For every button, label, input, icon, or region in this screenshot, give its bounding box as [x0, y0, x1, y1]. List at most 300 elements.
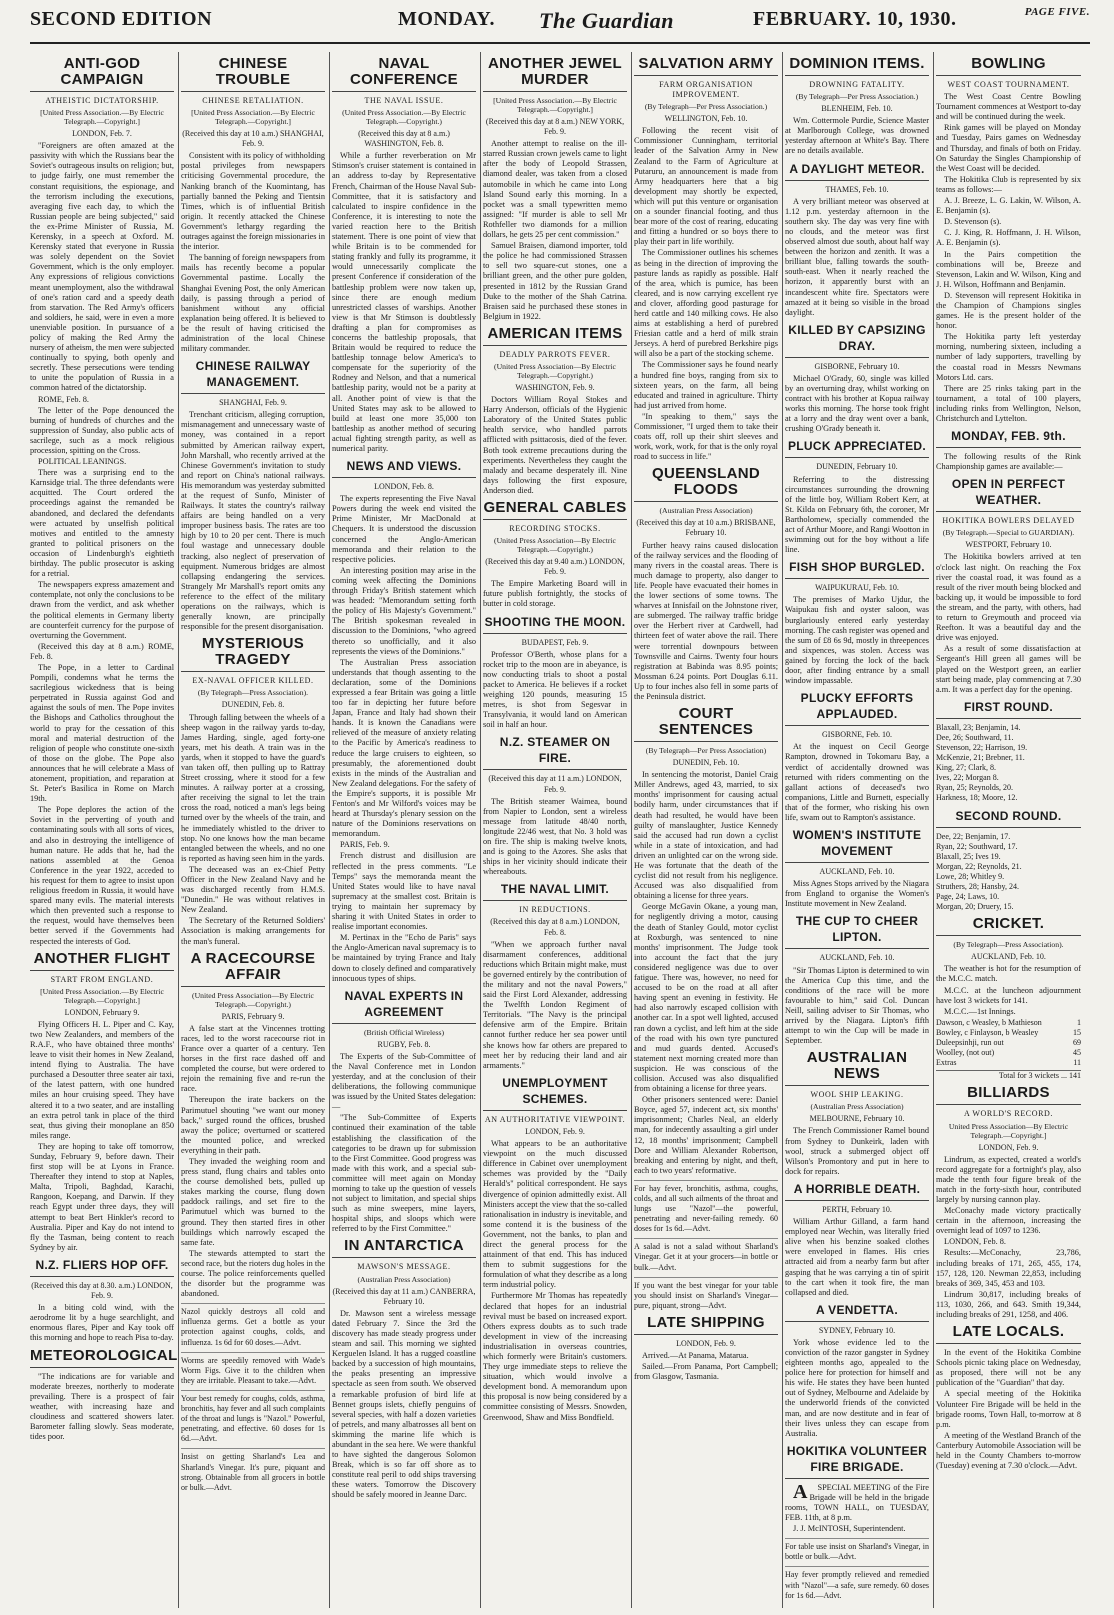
article-dateline: LONDON, Feb. 7.: [72, 129, 132, 139]
article-paragraph: M. Pertinax in the "Echo de Paris" says the Anglo-American naval supremacy is to be maintained by trying France and Italy down to closely defined and comparatively innocuous types of ships.: [332, 933, 476, 983]
article-headline: HOKITIKA VOLUNTEER FIRE BRIGADE.: [785, 1443, 929, 1479]
article: [483, 614, 627, 731]
advertisement: Your best remedy for coughs, colds, asthma, bronchitis, hay fever and all such complaints of the throat and lungs is "Nazol." Powerful, penetrating, and effective. 60 doses for 1s 6d.—Advt.: [181, 1390, 325, 1444]
article-headline: LATE LOCALS.: [936, 1324, 1081, 1344]
column-2: [179, 52, 330, 1608]
article-paragraph: Through falling between the wheels of a sheep wagon in the railway yards to-day, James Harding, single, aged forty-one years, met his death. A train was in the yards, when it stopped to have the guard's van taken off, then pulling up to Rattray Street crossing, where it stood for a few minutes. A railway porter at a crossing, after receiving the signal to let the train cross the road, noticed a man's legs being turned over by the wheels of the train, and he immediately whistled to the driver to stop. No one knows how the man became entangled between the wheels, and no one is reported as having seen him in the yards.: [181, 712, 325, 863]
article: [181, 358, 325, 632]
article: [785, 1050, 929, 1177]
article-subhead: AN AUTHORITATIVE VIEWPOINT.: [484, 1114, 626, 1124]
article-headline: ANTI-GOD CAMPAIGN: [30, 56, 174, 92]
column-3: [330, 52, 481, 1608]
article-headline: N.Z. STEAMER ON FIRE.: [483, 734, 627, 770]
article-paragraph: Other prisoners sentenced were: Daniel Boyce, aged 57, indecent act, six months' imprisonment; Charles Neal, an elderly man, for indecently assaulting a girl under 12, 18 months' imprisonment; Campbell Dore and William Alexander Robertson, breaking and entering by night, and theft, each to two years' reformative.: [634, 1095, 778, 1175]
article-headline: LATE SHIPPING: [634, 1315, 778, 1335]
article-paragraph: At the inquest on Cecil George Rampton, drowned in Tokomaru Bay, a verdict of accidentally drowned was returned with riders commenting on the gallant actions of deceased's two companions, Little and Burnett, especially that of the former, who risking his own life, swam out to Rampton's assistance.: [785, 742, 929, 822]
article: [936, 808, 1081, 913]
article-paragraph: There was a surprising end to the Karnsidge trial. The three defendants were acquitted. The Court ordered the proceedings against the remanded be abandoned, and declared the defendants were actuated by unselfish political motives and entitled to the amnesty granted to political prisoners on the occasion of Lindenburgh's eightieth birthday. The public prosecutor is asking for a retrial.: [30, 468, 174, 579]
score-row: [936, 1038, 1081, 1048]
column-1: [28, 52, 179, 1608]
article-subhead: THE NAVAL ISSUE.: [364, 96, 444, 105]
article-paragraph: While a further reverberation on Mr Stimson's cruiser statement is contained in an address to-day by Representative French, Chairman of the House Naval Sub-Committee, that it is satisfactory and calculated to inspire confidence in the Conference, it is interesting to note the varied reaction here to the British statement. There is one point of view that while Britain is to be commended for stating frankly and fully its programme, it would unnecessarily complicate the present Conference if consideration of the battleship problem were now taken up, since there are enough medium unrestricted classes of warships. Another view is that Mr Stimson is doubtlessly drafting a plan for compromises as concerns the battleship proposals, that Britain would be required to reduce the battleship tonnage below America's to compensate for the superiority of the Rodney and Nelson, and that a numerical battleship parity, would not be a parity at all. Another point of view is that the United States may ask to be allowed to build at least one more 35,000 ton battleship as another method of securing actual fighting strength parity, as well as numerical parity.: [332, 151, 477, 453]
article: [936, 476, 1081, 695]
article-paragraph: "The Sub-Committee of Experts continued their examination of the table establishing the classification of the categories to be drawn up for submission to the First Committee. Good progress was made with this work, and a special sub-committee will meet again on Monday morning to take up the question of vessels not subject to limitation, and special ships such as mine sweepers, mine layers, hospital ships, and sloops which were referred to by the First Committee.": [332, 1113, 476, 1234]
article-subhead: START FROM ENGLAND.: [50, 974, 154, 984]
article-headline: N.Z. FLIERS HOP OFF.: [30, 1257, 174, 1277]
article: [936, 56, 1081, 424]
article-credit: [United Press Association.—By Electric Telegraph.—Copyright.]: [40, 108, 164, 127]
article-dateline: LONDON, Feb. 9.: [978, 1142, 1039, 1152]
article-headline: KILLED BY CAPSIZING DRAY.: [785, 322, 929, 358]
article-headline: A HORRIBLE DEATH.: [785, 1181, 929, 1201]
article-credit: (By Telegraph—Press Association).: [953, 940, 1064, 950]
article-paragraph: POLITICAL LEANINGS.: [38, 457, 127, 467]
article-headline: OPEN IN PERFECT WEATHER.: [936, 476, 1081, 512]
article-headline: SECOND ROUND.: [936, 808, 1081, 828]
article-dateline: (Received this day at 10 a.m.) SHANGHAI, Feb. 9.: [182, 129, 324, 149]
date-label: 10, 1930.: [877, 8, 957, 30]
article-credit: (British Official Wireless): [363, 1027, 445, 1037]
score-row: [936, 1028, 1081, 1038]
article-credit: (By Telegraph—Per Press Association.): [644, 102, 768, 112]
article: [30, 1257, 174, 1344]
article: [785, 322, 929, 435]
article-paragraph: A meeting of the Westland Branch of the Canterbury Automobile Association will be held in the County Chambers to-morrow (Tuesday) evening at 7.30 o'clock.—Advt.: [936, 1430, 1081, 1471]
article-headline: CHINESE RAILWAY MANAGEMENT.: [181, 358, 325, 394]
batsman-runs: 11: [1073, 1058, 1081, 1068]
article-headline: FISH SHOP BURGLED.: [785, 559, 929, 579]
article-paragraph: The premises of Marko Ujdur, the Waipukau fish and oyster saloon, was burglariously entered early yesterday morning. The cash register was opened and the sum of £8 6s 9d, mostly in threepences and sixpences, was stolen. Access was gained by forcing the lock of the back door, after finding entrance by a small window impassable.: [785, 595, 929, 686]
result-line: Morgan, 22; Reynolds, 21.: [936, 861, 1022, 871]
result-line: Dee, 22; Benjamin, 17.: [936, 831, 1011, 841]
article-paragraph: J. J. McINTOSH, Superintendent.: [793, 1524, 906, 1534]
result-line: Page, 24; Laws, 10.: [936, 892, 1000, 902]
article-headline: BILLIARDS: [936, 1085, 1081, 1105]
article-dateline: GISBORNE, February 10.: [814, 361, 900, 371]
advertisement: A salad is not a salad without Sharland's Vinegar. Get it at your grocers—in bottle or bulk.—Advt.: [634, 1238, 778, 1272]
article-dateline: AUCKLAND, Feb. 10.: [819, 953, 895, 963]
results-list: [936, 832, 1081, 913]
article-credit: (By Telegraph.—Special to GUARDIAN).: [942, 528, 1075, 538]
page-number: PAGE FIVE.: [1024, 6, 1090, 18]
article-paragraph: The Hokitika bowlers arrived at ten o'clock last night. On reaching the Fox river the coastal road, it was found as a result of the river mouth being blocked and backing up, it would be impossible to ford the stream, and the party, with others, had to return to Greymouth and proceed via Reefton. It was a beautiful day and the drive was enjoyed.: [936, 552, 1081, 643]
article-paragraph: (Received this day at 8 a.m.) ROME, Feb. 8.: [30, 641, 174, 661]
article-paragraph: Wm. Cottermole Purdie, Science Master at Marlborough College, was drowned yesterday afternoon at White's Bay. There are no details available.: [785, 116, 929, 156]
result-line: Blaxall, 23; Benjamin, 14.: [936, 722, 1021, 732]
article-paragraph: Referring to the distressing circumstances surrounding the drowning of the little boy, William Robert Kerr, at St. Kilda on February 6th, the coroner, Mr Bartholomew, specially commended the act of Arthur Moore, and Rangi Wootton in swimming out for the boy without a life line.: [785, 474, 929, 555]
article-credit: (By Telegraph—Press Association).: [197, 688, 309, 698]
batsman-runs: 45: [1073, 1048, 1081, 1058]
article-paragraph: Another attempt to realise on the ill-starred Russian crown jewels came to light after the body of Leopold Strassen, diamond dealer, was taken from a closed automobile in which he came into Long Island Sound early this morning. In a pocket was a small typewritten memo assigned: "If murder is able to sell Mr Rothfeller two diamonds for a million dollars, he gets 25 per cent commission.": [483, 139, 627, 240]
advertisement: For table use insist on Sharland's Vinegar, in bottle or bulk.—Advt.: [785, 1538, 929, 1562]
article-dateline: (Received this day at 11 a.m.) CANBERRA, February 10.: [332, 1286, 476, 1306]
article-paragraph: York whose evidence led to the conviction of the razor gangster in Sydney eighteen months ago, appealed to the police here for protection for himself and his wife. He states they have been hunted out of Sydney, Melbourne and Adelaide by the underworld friends of the convicted man, and are now destitute and in fear of their lives unless they can escape from Australia.: [785, 1337, 929, 1438]
batsman-runs: 69: [1073, 1038, 1081, 1048]
article-headline: PLUCKY EFFORTS APPLAUDED.: [785, 690, 929, 726]
article-paragraph: Thereupon the irate backers on the Parimutuel shouting "we want our money back," surged round the offices, brushed away the police; overturned or scattered the mounted police, and wrecked everything in their path.: [181, 1095, 325, 1155]
article: [936, 428, 1081, 472]
article-paragraph: C. J. King, R. Hoffmann, J. H. Wilson, A. E. Benjamin (s).: [936, 228, 1081, 248]
article-dateline: BLENHEIM, Feb. 10.: [821, 104, 893, 114]
article: [936, 916, 1081, 1081]
article-headline: NEWS AND VIEWS.: [332, 458, 476, 478]
day-label: MONDAY.: [398, 8, 496, 30]
article-paragraph: Following the recent visit of Commissioner Cunningham, territorial leader of the Salvation Army in New Zealand to the Farm of Agriculture at Putaruru, an announcement is made from Army headquarters here that a big development may shortly be expected, which will put this venture or organisation on a sounder financial footing, and thus bear more of the cost of rearing, educating and fitting a hundred or so boys there to play their part in life worthily.: [634, 126, 778, 247]
article-subhead: EX-NAVAL OFFICER KILLED.: [192, 676, 314, 686]
article-paragraph: A very brilliant meteor was observed at 1.12 p.m. yesterday afternoon in the southern sky. The day was very fine with no clouds, and the meteor was first observed almost due south, about half way between the horizon and zenith. It was a brilliant blue, falling towards the south-south-east. When it nearly reached the horizon, it apparently burst with an incandescent white fire. Spectators were amazed at it being so visible in the broad daylight.: [785, 196, 929, 317]
article-dateline: BUDAPEST, Feb. 9.: [521, 637, 589, 647]
article-paragraph: Samuel Braisen, diamond importer, told the police he had commissioned Strassen to sell two square-cut stones, one a brilliant green, and the other pure golden, presented in 1812 by the Russian Grand Duke to the mother of the Shah Catrina. Braisen said he purchased these stones in Belgium in 1922.: [483, 241, 627, 321]
result-line: Dee, 26; Southward, 11.: [936, 732, 1014, 742]
article: [785, 827, 929, 909]
article-paragraph: There are 25 rinks taking part in the tournament, a total of 100 players, including rinks from Wellington, Nelson, Christchurch and Lyttelton.: [936, 383, 1081, 423]
result-line: Lowe, 28; Whitley 9.: [936, 871, 1005, 881]
column-5: [632, 52, 783, 1608]
article: [785, 690, 929, 823]
article: [30, 951, 174, 1253]
article-headline: CHINESE TROUBLE: [181, 56, 325, 92]
batsman-runs: 15: [1073, 1027, 1081, 1037]
masthead: [30, 6, 1090, 44]
article-paragraph: The West Coast Centre Bowling Tournament commences at Westport to-day and will be continued during the week.: [936, 92, 1081, 122]
score-row: [936, 1058, 1081, 1068]
result-line: Struthers, 28; Hansby, 24.: [936, 882, 1020, 891]
article-headline: BOWLING: [936, 56, 1081, 76]
score-total: Total for 3 wickets ... 141: [936, 1070, 1081, 1081]
article-credit: (Australian Press Association): [659, 506, 753, 516]
article-subhead: FARM ORGANISATION IMPROVEMENT.: [659, 80, 753, 100]
article-paragraph: The Hokitika Club is represented by six teams as follows:—: [936, 174, 1081, 194]
result-line: Ryan, 22; Southward, 17.: [936, 841, 1018, 851]
article-subhead: RECORDING STOCKS.: [509, 524, 601, 533]
columns-container: [28, 52, 1092, 1610]
article: [785, 1181, 929, 1298]
article-paragraph: The Pope deplores the action of the Soviet in the perverting of youth and contaminating souls with all sorts of vices, and also in destroying the intelligence of human nature. He adds that he, had the nations assembled at the Genoa Conference in the year 1922, acceded to his request for them to agree to insist upon religious freedom in Russia, it would have spared many evils. The material interests which then prevented such a response to the request, would have themselves been better served if the Governments had respected the interests of God.: [30, 805, 174, 946]
article-headline: DOMINION ITEMS.: [785, 56, 929, 76]
article-paragraph: Trenchant criticism, alleging corruption, mismanagement and unnecessary waste of money, was contained in a report submitted by American railway expert, John Marshall, who recently arrived at the Chinese Government's invitation to study and report on China's national railways. His memorandum was yesterday submitted at the request of Sunfo, Minister of Railways. It states the country's railway affairs are being handled on a very improper business basis. The rates are too high by 10 to 20 per cent. There is much foul wastage and unnecessary double tracking, also neglect of preservation of equipment. Numerous bridges are almost collapsing endangering the services. Strangely Mr Marshall's report omits any reference to the effect of the military operations on the railways, which is generally known, are principally responsible for the present disorganisation.: [181, 410, 325, 632]
article-paragraph: "The indications are for variable and moderate breezes, northerly to moderate prevailing. There is a prospect of fair weather, with increasing haze and cloudiness and scattered showers later. Barometer falling slowly. Seas moderate, tides poor.: [30, 1371, 174, 1442]
article-subhead: CHINESE RETALIATION.: [202, 96, 304, 105]
advertisement: Nazol quickly destroys all cold and influenza germs. Get a bottle as your protection against coughs, colds, and influenza. 1s 6d for 60 doses.—Advt.: [181, 1303, 325, 1347]
article-paragraph: ROME, Feb. 8.: [38, 394, 89, 404]
result-line: Harkness, 18; Moore, 12.: [936, 793, 1018, 803]
article-credit: (By Telegraph—Per Press Association.): [795, 92, 919, 102]
article-headline: MYSTERIOUS TRAGEDY: [181, 636, 325, 672]
article-paragraph: An interesting position may arise in the coming week affecting the Dominions through Friday's British statement which was headed: "Memorandum setting forth the policy of His Majesty's Government." The British spokesman revealed in discussion to the Dominions, "who agreed thereto so unofficially, and it also represents the views of the Dominions.": [332, 565, 476, 656]
article: [483, 734, 627, 877]
article-paragraph: They are hoping to take off tomorrow, Sunday, February 9, before dawn. Their first stop will be at Lyons in France. Thereafter they intend to stop at Naples, Malta, Tripoli, Baghdad, Karachi, Rangoon, Koepang, and Darwin. If they reach Egypt under three days, they will attempt to beat Bert Hinkler's record to Australia. Piper and Kay do not intend to fly the Tasman, being content to reach Sydney by air.: [30, 1141, 174, 1252]
article-paragraph: Arrived.—At Panama, Matarua.: [642, 1351, 749, 1361]
advertisement: Worms are speedily removed with Wade's Worm Figs. Give it to the children when they are irritable. Pleasant to take.—Advt.: [181, 1352, 325, 1386]
article-paragraph: In the Pairs competition the combinations will be, Breeze and Stevenson, Lakin and W. Wilson, King and J. H. Wilson, Hoffmann and Benjamin.: [936, 249, 1081, 289]
article-paragraph: PARIS, Feb. 9.: [340, 840, 390, 850]
article-paragraph: Doctors William Royal Stokes and Harry Anderson, officials of the Hygienic Laboratory of the United States public health service, who handled parrots afflicted with psittacosis, died of the fever. Both took extreme precautions during the experiments. Nevertheless they caught the malady and became desperately ill. Nine days following the first exposure, Anderson died.: [483, 395, 627, 495]
article-paragraph: LONDON, Feb. 8.: [944, 1237, 1006, 1247]
article: [936, 699, 1081, 804]
batsman-name: Dawson, c Weasley, b Mathieson: [936, 1017, 1042, 1027]
article-paragraph: The weather is hot for the resumption of the M.C.C. match.: [936, 964, 1081, 984]
article-credit: [United Press Association.—By Electric Telegraph.—Copyright.]: [191, 108, 315, 127]
article: [785, 1302, 929, 1439]
drop-cap: A: [793, 1480, 808, 1503]
batsman-name: Duleepsinhji, run out: [936, 1038, 1004, 1048]
article-dateline: (Received this day at 9.40 a.m.) LONDON, Feb. 9.: [485, 557, 625, 577]
article-dateline: DUNEDIN, Feb. 8.: [221, 700, 285, 710]
article-dateline: DUNEDIN, Feb. 10.: [672, 758, 740, 768]
article: [30, 1346, 178, 1443]
article-subhead: MAWSON'S MESSAGE.: [357, 1262, 451, 1272]
article-paragraph: "Sir Thomas Lipton is determined to win the America Cup this time, and the conditions of the race will be more favourable to him," said Col. Duncan Neill, sailing adviser to Sir Thomas, who arrived by the Niagara. Lipton's fifth attempt to win the Cup will be made in September.: [785, 965, 929, 1046]
article-paragraph: The following results of the Rink Championship games are available:—: [936, 452, 1081, 472]
article: [332, 1238, 476, 1500]
article-paragraph: A. J. Breeze, L. G. Lakin, W. Wilson, A. E. Benjamin (s).: [936, 196, 1081, 216]
article-dateline: THAMES, Feb. 10.: [825, 184, 889, 194]
article-dateline: AUCKLAND, Feb. 10.: [971, 952, 1046, 962]
article-credit: [United Press Association.—By Electric Telegraph.—Copyright.]: [40, 986, 164, 1005]
article-paragraph: Sailed.—From Panama, Port Campbell; from Glasgow, Tasmania.: [634, 1362, 778, 1382]
column-7: [934, 52, 1085, 1608]
article-dateline: (Received this day at 8 a.m.) WASHINGTON, Feb. 8.: [358, 129, 450, 149]
article-paragraph: M.C.C. at the luncheon adjournment have lost 3 wickets for 141.: [936, 985, 1081, 1005]
article-dateline: WASHINGTON, Feb. 9.: [515, 382, 595, 392]
article-credit: (United Press Association.—By Electric Telegraph.—Copyright.): [342, 108, 466, 127]
results-list: [936, 723, 1081, 804]
article: [30, 56, 174, 947]
article-headline: CRICKET.: [936, 916, 1081, 936]
article-dateline: AUCKLAND, Feb. 10.: [819, 867, 895, 877]
article-paragraph: Consistent with its policy of withholding postal privileges from newspapers criticising Governmental procedure, the Nanking branch of the Kuomintang, has partially banned the Peking and Tientsin Times, which is of influential British origin. It recently attacked the Chinese Government's lethargy regarding the outrages against the foreign missionaries in the interior.: [181, 151, 326, 252]
article-headline: ANOTHER JEWEL MURDER: [483, 56, 627, 92]
article: [483, 500, 627, 610]
article-paragraph: The experts representing the Five Naval Powers during the week end visited the Prime Minister, Mr MacDonald at Chequers. It is understood the discussion concerned the Anglo-American memoranda and their relation to the respective policies.: [332, 494, 476, 564]
article-paragraph: In the event of the Hokitika Combine Schools picnic taking place on Wednesday, as proposed, there will not be any publication of the "Guardian" that day.: [936, 1348, 1081, 1388]
article-dateline: (Received this day at 8 a.m.) LONDON, Feb. 8.: [490, 917, 620, 937]
article-subhead: DEADLY PARROTS FEVER.: [499, 349, 611, 359]
article-paragraph: Lindrum 30,817, including breaks of 113, 1030, 266, and 643. Smith 19,344, including breaks of 291, 1258, and 406.: [936, 1289, 1081, 1319]
article-paragraph: Lindrum, as expected, created a world's record aggregate for a fortnight's play, also made the tenth four figure break of the match in the forty-sixth hour, contributed largely by nursing cannon play.: [936, 1154, 1081, 1204]
article-subhead: WOOL SHIP LEAKING.: [810, 1090, 904, 1100]
article-subhead: ATHEISTIC DICTATORSHIP.: [45, 96, 159, 105]
newspaper-title: The Guardian: [539, 8, 674, 33]
article: [332, 988, 476, 1235]
article-headline: SALVATION ARMY: [634, 56, 778, 76]
article: [483, 326, 627, 496]
article-paragraph: Professor O'Berth, whose plans for a rocket trip to the moon are in abeyance, is now conducting trials to shoot a postal packet to America. He believes if a rocket weighing 120 pounds, measuring 15 metres, is shot from Segesvar in Transylvania, it would land on American soil in half an hour.: [483, 649, 627, 730]
article-dateline: (Received this day at 10 a.m.) BRISBANE, February 10.: [636, 518, 776, 538]
article-dateline: WESTPORT, February 10.: [965, 540, 1052, 550]
article-paragraph: Flying Officers H. L. Piper and C. Kay, two New Zealanders, and members of the R.A.F., who have obtained three months' leave to visit their homes in New Zealand, intend flying to Australia. The have purchased a Desoutter three seater air taxi, of the latest pattern, with one hundred miles an hour cruising speed. They have altered it to a two seater, and are installing an extra petrol tank in place of the third seat, thus giving their monoplane an 850 miles range.: [30, 1019, 174, 1140]
article-dateline: PERTH, February 10.: [822, 1204, 892, 1214]
article-subhead: A WORLD'S RECORD.: [963, 1109, 1054, 1119]
article-paragraph: The Empire Marketing Board will in future publish fortnightly, the stocks of butter in cold storage.: [483, 579, 627, 609]
article-paragraph: The letter of the Pope denounced the burning of hundreds of churches and the suppression of Sunday, also public acts of sacrilege, such as a mock religious procession, spitting on the Cross.: [30, 405, 174, 455]
article-headline: MONDAY, FEB. 9th.: [936, 428, 1081, 448]
article-dateline: PARIS, February 9.: [221, 1011, 285, 1021]
score-row: [936, 1018, 1081, 1028]
article-paragraph: In a biting cold wind, with the aerodrome lit by a huge searchlight, and enormous flares, Piper and Kay took off this morning and hope to reach Pisa to-day.: [30, 1303, 174, 1343]
result-line: Ives, 22; Morgan 8.: [936, 773, 999, 783]
article-headline: COURT SENTENCES: [634, 706, 778, 742]
article-headline: NAVAL EXPERTS IN AGREEMENT: [332, 988, 476, 1024]
article-paragraph: The French Commissioner Ramel bound from Sydney to Dunkeirk, laden with wool, struck a submerged object off Wilson's Promontory and put in here to dock for repairs.: [785, 1126, 929, 1176]
column-4: [481, 52, 632, 1608]
article-dateline: (Received this day at 11 a.m.) LONDON, Feb. 9.: [488, 774, 622, 794]
article-dateline: RUGBY, Feb. 8.: [377, 1039, 431, 1049]
article-credit: [United Press Association.—By Electric Telegraph.—Copyright.]: [493, 96, 617, 114]
advertisement: Insist on getting Sharland's Lea and Sharland's Vinegar. It's pure, piquant and strong. Obtainable from all grocers in bottle or bulk.—Advt.: [181, 1448, 325, 1492]
article-credit: (United Press Association—By Electric Telegraph.—Copyright.): [494, 536, 616, 555]
article: [785, 913, 929, 1046]
article-paragraph: The banning of foreign newspapers from mails has recently become a popular Governmental pastime. Locally the Shanghai Evening Post, the only American daily, is passing through a period of banishment without any official explanation being offered. It is believed to be the result of having criticised the administration of the local Chinese military commander.: [181, 253, 325, 354]
article-headline: GENERAL CABLES: [483, 500, 627, 520]
article-paragraph: A false start at the Vincennes trotting races, led to the worst racecourse riot in France over a quarter of a century. Ten horses in the first race dashed off and completed the course, but were ordered to rejoin the remaining five and re-run the race.: [181, 1023, 325, 1094]
article-paragraph: M.C.C.—1st Innings.: [944, 1006, 1016, 1016]
article: [785, 438, 929, 555]
article: [483, 56, 627, 322]
article-credit: (United Press Association—By Electric Telegraph.—Copyright.): [494, 361, 616, 380]
article-paragraph: George McGavin Okane, a young man, for negligently driving a motor, causing the death of Stanley Gould, motor cyclist at Roxburgh, was sentenced to nine months' imprisonment. The Judge took into account the fact that the jury considered negligence was due to over fatigue. There was, however, no need for accused to be on the road at all after having spent an evening in festivity. He had also narrowly escaped collision with another car. In a spot well lighted, accused ran down a cyclist, and left him at the side of the road with his own tyre punctured and mud guards dented. Accused's statement next morning created more than suspicion. He was conscious of the collision. Accused was also disqualified from obtaining a license for three years.: [634, 902, 778, 1094]
advertisement: If you want the best vinegar for your table you should insist on Sharland's Vinegar—pure, piquant, strong—Advt.: [634, 1277, 778, 1311]
batsman-runs: 1: [1077, 1017, 1081, 1027]
batsman-name: Woolley, (not out): [936, 1048, 995, 1058]
article-paragraph: The newspapers express amazement and contemplate, not only the conclusions to be drawn from the verdict, and ask whether the political elements in Germany liberty are counterfeit currency for the purpose of overturning the Government.: [30, 580, 175, 640]
article-dateline: WELLINGTON, Feb. 10.: [664, 114, 748, 124]
result-line: McKenzie, 21; Brebner, 11.: [936, 753, 1025, 763]
article: [634, 466, 778, 702]
article-dateline: LONDON, Feb. 9.: [525, 1126, 585, 1136]
article: [785, 56, 929, 157]
article-credit: (Australian Press Association): [357, 1274, 451, 1284]
article-dateline: LONDON, Feb. 8.: [374, 482, 434, 492]
result-line: Ryan, 25; Reynolds, 20.: [936, 783, 1014, 793]
article-headline: A RACECOURSE AFFAIR: [181, 951, 325, 987]
article-paragraph: D. Stevenson will represent Hokitika in the Champion of Champions singles games. He is the present holder of the honor.: [936, 290, 1081, 331]
article-credit: (By Telegraph—Per Press Association): [645, 746, 767, 756]
article-subhead: DROWNING FATALITY.: [809, 80, 905, 89]
article: [936, 1085, 1081, 1320]
article-dateline: (Received this day at 8 a.m.) NEW YORK, Feb. 9.: [485, 117, 625, 137]
article-paragraph: A SPECIAL MEETING of the Fire Brigade will be held in the brigade rooms, TOWN HALL, on TUESDAY, FEB. 11th, at 8 p.m.: [785, 1480, 929, 1523]
batsman-name: Extras: [936, 1058, 957, 1068]
article-headline: METEOROLOGICAL: [30, 1348, 174, 1368]
article: [332, 458, 476, 984]
article-paragraph: The stewards attempted to start the second race, but the rioters dug holes in the course. The police reinforcements quelled the disorder but the programme was abandoned.: [181, 1248, 326, 1299]
month-label: FEBRUARY.: [753, 8, 872, 30]
article-dateline: MELBOURNE, February 10.: [809, 1114, 905, 1124]
article-paragraph: The Pope, in a letter to Cardinal Pompili, condemns what he terms the sacrilegious wickedness that is being perpetrated in Russia against God and against the souls of men. The Pope invites the Bishops and Catholics throughout the world to pray for the cessation of this moral and material destruction of the religion of people who constitute one-sixth of those on the globe. The Pope also announces that he will celebrate a Mass of atonement, propitiation, and reparation at St. Peter's Basilica in Rome on March 19th.: [30, 662, 174, 804]
article-headline: FIRST ROUND.: [936, 699, 1081, 719]
article-dateline: WAIPUKURAU, Feb. 10.: [815, 583, 899, 593]
article-paragraph: The Experts of the Sub-Committee of the Naval Conference met in London yesterday, and at the conclusion of their deliberations, the following communique was issued by the United States delegation:—: [332, 1051, 476, 1112]
article-paragraph: D. Stevenson (s).: [944, 217, 1002, 227]
article-headline: A DAYLIGHT METEOR.: [785, 161, 929, 181]
result-line: Morgan, 20; Druery, 15.: [936, 902, 1014, 912]
article-credit: United Press Association—By Electric Telegraph.—Copyright.]: [948, 1121, 1069, 1140]
batsman-name: Bowley, c Finlayson, b Weasley: [936, 1027, 1039, 1037]
edition-label: SECOND EDITION: [30, 8, 213, 30]
article: [181, 636, 325, 946]
article-paragraph: A special meeting of the Hokitika Volunteer Fire Brigade will be held in the brigade rooms, Town Hall, to-morrow at 8 p.m.: [936, 1389, 1081, 1429]
article-paragraph: "When we approach further naval disarmament conferences, additional reductions which Britain might make, must be governed entirely by the contribution of the military and not the naval Powers," said the First Lord Alexander, addressing the Twelfth London Regiment of Territorials. "The Navy is the principal defensive arm of the Empire. Britain cannot further reduce her sea power until she knows how far others are prepared to meet her by reducing their land and air armaments.": [483, 939, 627, 1070]
article-paragraph: "In speaking to them," says the Commissioner, "I urged them to take their coats off, roll up their shirt sleeves and work, work, work, for that is the only royal road to success in life.": [634, 411, 778, 462]
article: [785, 559, 929, 686]
article-dateline: DUNEDIN, February 10.: [816, 462, 898, 472]
article: [634, 56, 778, 462]
article-paragraph: Rink games will be played on Monday and Tuesday, Pairs games on Wednesday and Thursday, and finals of both on Friday. On Saturday the Singles Championship of the West Coast will be decided.: [936, 123, 1081, 173]
article-subhead: WEST COAST TOURNAMENT.: [947, 80, 1070, 89]
article-headline: ANOTHER FLIGHT: [30, 951, 174, 971]
article-dateline: SHANGHAI, Feb. 9.: [219, 398, 287, 408]
article-headline: UNEMPLOYMENT SCHEMES.: [483, 1075, 627, 1111]
article: [332, 56, 476, 454]
article-paragraph: The deceased was an ex-Chief Petty Officer in the New Zealand Navy and he was discharged recently from H.M.S. "Dunedin." He was without relatives in New Zealand.: [181, 864, 325, 915]
article: [785, 161, 929, 318]
article-paragraph: The British steamer Waimea, bound from Napier to London, sent a wireless message from latitude 48/40 north, longitude 22/46 west, that No. 3 hold was on fire. The ship is making twelve knots, and is going to the Azores. She asks that ships in her vicinity should indicate their whereabouts.: [483, 796, 627, 877]
article-headline: A VENDETTA.: [785, 1302, 929, 1322]
article-paragraph: Dr. Mawson sent a wireless message dated February 7. Since the 3rd the discovery has made steady progress under steam and sail. This morning we sighted Kerguelen Island. It has a rugged coastline backed by a succession of high mountains, the peaks presenting an impressive spectacle as seen from south. We observed a remarkable profusion of bird life at Bennet groups islets, chiefly penguins of several species, with half a dozen varieties of petrels, and many albatrosses all bent on skimming the marine life which is abundant in the sea here. We were thankful to have sighted the dangerous Solomon Break, which is so far off shore as to constitute real peril to odd ships traversing these waters. Tomorrow the Discovery should be safely moored in Jeanne Darc.: [332, 1308, 476, 1500]
article-headline: IN ANTARCTICA: [332, 1238, 476, 1258]
article-dateline: GISBORNE, Feb. 10.: [821, 730, 892, 740]
article-paragraph: McConachy made victory practically certain in the afternoon, increasing the overnight lead of 1097 to 1236.: [936, 1206, 1081, 1236]
result-line: Blaxall, 25; Ives 19.: [936, 851, 1001, 861]
article-dateline: LONDON, February 9.: [64, 1007, 140, 1017]
article-paragraph: The Commissioner outlines his schemes as being in the direction of improving the pasture lands as rapidly as possible. Half of the area, which is pumice, has been cleared, and is now carrying excellent rye and clover, affording good pasturage for herd cattle and 140 milking cows. He also aims at establishing a herd of purebred Friesian cattle and a herd of milk strain Jerseys. A herd of purebred Berkshire pigs will also be a part of the stocking scheme.: [634, 248, 778, 359]
article-headline: QUEENSLAND FLOODS: [634, 466, 778, 502]
article-dateline: SYDNEY, February 10.: [818, 1325, 896, 1335]
article-paragraph: Further heavy rains caused dislocation of the railway services and the flooding of many rivers in the coastal areas. There is much damage to property, also danger to life. People have evacuated their homes in the lower sections of some towns. The wharves at Innisfail on the Johnstone river, are submerged. The railway traffic bridge over the Herbert river at Cardwell, had thirteen feet of water above the rail. There were torrential downpours between Townsville and Cairns. Twenty four hours registration at Babinda was 8.95 points; Mossman 6.24 points. Port Douglas 6.11. Up to four inches also fell in some parts of the Peninsula district.: [634, 540, 778, 701]
column-6: [783, 52, 934, 1608]
article-paragraph: Michael O'Grady, 60, single was killed by an overturning dray, whilst working on contract with his brother at Kopua railway works this morning. The horse took fright at a lorry and the dray went over a bank, crushing O'Grady beneath it.: [785, 373, 929, 434]
article: [483, 1075, 627, 1423]
article-dateline: (Received this day at 8.30. a.m.) LONDON, Feb. 9.: [31, 1280, 173, 1301]
article-headline: THE NAVAL LIMIT.: [483, 881, 627, 901]
article-headline: THE CUP TO CHEER LIPTON.: [785, 913, 929, 949]
article: [181, 56, 325, 354]
score-row: [936, 1048, 1081, 1058]
article-subhead: HOKITIKA BOWLERS DELAYED: [942, 516, 1075, 526]
article-headline: WOMEN'S INSTITUTE MOVEMENT: [785, 827, 929, 863]
article-subhead: IN REDUCTIONS.: [519, 905, 591, 915]
article: [483, 881, 627, 1071]
article-paragraph: The Secretary of the Returned Soldiers' Association is making arrangements for the man's funeral.: [181, 916, 325, 946]
article-paragraph: Miss Agnes Stops arrived by the Niagara from England to organise the Women's Institute movement in New Zealand.: [785, 879, 929, 909]
article-paragraph: What appears to be an authoritative viewpoint on the much discussed difference in Cabinet over unemployment schemes was provided by the "Daily Herald's" political correspondent. He says divergence of opinion admittedly exist. All Ministers accept the view that the so-called rationalisation in industry is inevitable, and some contend it is the business of the Government, not the banks, to plan and direct the general process for the attainment of that end. This has induced them to submit suggestions for the formulation of what they describe as a long term industrial policy.: [483, 1139, 628, 1290]
article-paragraph: The Commissioner says he found nearly a hundred fine boys, ranging from six to sixteen years, on the farm, all being educated and trained in agriculture. Thirty had just arrived from home.: [634, 360, 778, 410]
article-paragraph: They invaded the weighing room and press stand, flung chairs and tables onto the course demolished bets, pulled up stakes marking the course, flung down paddock railings, and set fire to the Parimutuel which was burned to the ground. They then started fires in other buildings which narrowly escaped the same fate.: [181, 1156, 325, 1247]
article-headline: SHOOTING THE MOON.: [483, 614, 627, 634]
result-line: Stevenson, 22; Harrison, 19.: [936, 742, 1028, 752]
article: [181, 951, 325, 1493]
article-paragraph: William Arthur Gilland, a farm hand employed near Wechin, was literally fried alive when his benzine soaked clothes were enveloped in flames. His cries attracted aid from a nearby farm but after gasping that he was carrying a tin of spirit to the cart when it took fire, the man collapsed and died.: [785, 1217, 929, 1297]
article: [634, 1315, 778, 1382]
article-headline: AMERICAN ITEMS: [483, 326, 627, 346]
advertisement: Hay fever promptly relieved and remedied with "Nazol"—a safe, sure remedy. 60 doses for 1s 6d.—Advt.: [785, 1566, 929, 1600]
article-paragraph: Furthermore Mr Thomas has repeatedly declared that hopes for an industrial revival must be based on increased export. Others express doubts as to such trade development in view of the increasing industrialisation in overseas countries, which formerly were Britain's customers. They urge immediate steps to relieve the situation, which would involve a development bond. A memorandum upon this proposal is now being considered by a committee consisting of Messrs. Snowden, Greenwood, Shaw and Miss Bondfield.: [483, 1291, 627, 1422]
article-paragraph: "Foreigners are often amazed at the passivity with which the Russians bear the Soviet's outrageous insults on religion; but, to judge fairly, one must remember the constant requisitions, the espionage, and the terrorism including the executions, averaging five each day, to which the Russian people are being subjected," said the ex-Prime Minister of Russia, M. Kerensky, in a speech at Oxford. M. Kerensky stated that everyone in Russia was solely dependent on the Soviet Government, which is the only employer. Any expressions of religious convictions meant unemployment, also the withdrawal of one's ration card and a speedy death from starvation. The Red Army's officers and soldiers, he said, were in even a more unenviable position. In pursuance of a policy of making the Red Army the nursery of atheism, the men were subjected continually to spying, both openly and secretly. These persecutions were tending to unite the population of Russia in a common hatred of the dictatorship.: [30, 141, 174, 393]
article-paragraph: As a result of some dissatisfaction at Sergeant's Hill green all games will be played on the Westport green, an earlier start being made, play commencing at 7.30 a.m. It was a perfect day for the opening.: [936, 644, 1081, 694]
article: [936, 1324, 1081, 1471]
article: [634, 706, 778, 1311]
article-headline: PLUCK APPRECIATED.: [785, 438, 929, 458]
result-line: King, 27; Clark, 8.: [936, 763, 996, 773]
article: [785, 1443, 929, 1601]
article-credit: (Australian Press Association): [810, 1102, 904, 1112]
advertisement: For hay fever, bronchitis, asthma, coughs, colds, and all such ailments of the throat and lungs use "Nazol"—the powerful, penetrating and never-failing remedy. 60 doses for 1s 6d.—Advt.: [634, 1180, 778, 1234]
article-headline: AUSTRALIAN NEWS: [785, 1050, 929, 1086]
article-headline: NAVAL CONFERENCE: [332, 56, 476, 92]
article-dateline: LONDON, Feb. 9.: [676, 1338, 736, 1348]
article-paragraph: In sentencing the motorist, Daniel Craig Miller Andrews, aged 43, married, to six months' imprisonment for causing actual bodily harm, under circumstances that if death had resulted, he would have been guilty of manslaughter, Justice Kennedy said the accused had run down a cyclist while in a state of intoxication, and had driven an unlighted car on the wrong side. He was fortunate that the death of the cyclist did not result from his negligence. Accused was also disqualified from obtaining a license for three years.: [634, 770, 778, 901]
